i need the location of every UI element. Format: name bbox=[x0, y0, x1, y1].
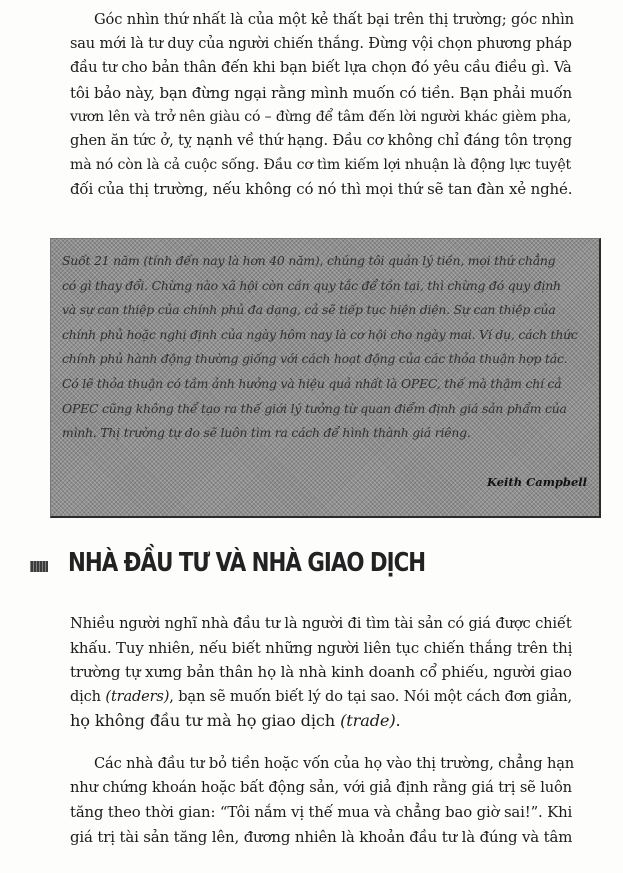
text-line: như chứng khoán hoặc bất động sản, với giả định rằng giá trị sẽ luôn bbox=[70, 779, 572, 797]
text-line: vươn lên và trở nên giàu có – đừng để tâm đến lời người khác gièm pha, bbox=[70, 108, 572, 125]
text-segment: . bbox=[395, 710, 401, 730]
quote-line: và sự can thiệp của chính phủ đa dạng, cả sẽ tiếp tục hiện diện. Sự can thiệp của bbox=[62, 302, 556, 318]
quote-line: OPEC cũng không thể tạo ra thế giới lý tưởng từ quan điểm định giá sản phẩm của bbox=[62, 400, 567, 416]
quote-line: mình. Thị trường tự do sẽ luôn tìm ra cách để hình thành giá riêng. bbox=[62, 425, 471, 441]
text-line: mà nó còn là cả cuộc sống. Đầu cơ tìm kiếm lợi nhuận là động lực tuyệt bbox=[70, 157, 572, 174]
quote-line: Có lẽ thỏa thuận có tầm ảnh hưởng và hiệu quả nhất là OPEC, thế mà thậm chí cả bbox=[62, 375, 562, 391]
text-segment: dịch bbox=[70, 687, 106, 705]
text-line: Nhiều người nghĩ nhà đầu tư là người đi tìm tài sản có giá được chiết bbox=[70, 615, 572, 632]
text-line: trường tự xưng bản thân họ là nhà kinh doanh cổ phiếu, người giao bbox=[70, 663, 572, 682]
text-line bbox=[70, 709, 578, 733]
text-line: tôi bảo này, bạn đừng ngại rằng mình muốn có tiền. Bạn phải muốn bbox=[70, 83, 573, 102]
text-line bbox=[70, 685, 578, 709]
quote-line: có gì thay đổi. Chừng nào xã hội còn cần quy tắc để tồn tại, thì chừng đó quy định bbox=[62, 277, 561, 293]
text-line: khấu. Tuy nhiên, nếu biết những người liên tục chiến thắng trên thị bbox=[70, 639, 573, 658]
quote-text bbox=[62, 249, 592, 446]
section-heading: NHÀ ĐẦU TƯ VÀ NHÀ GIAO DỊCH bbox=[68, 548, 426, 578]
text-line: giá trị tài sản tăng lên, đương nhiên là khoản đầu tư là đúng và tâm bbox=[70, 827, 573, 846]
emphasis-term: (trade) bbox=[340, 710, 396, 730]
text-line: đầu tư cho bản thân đến khi bạn biết lựa chọn đó yêu cầu điều gì. Và bbox=[70, 59, 572, 77]
paragraph-investors-cont bbox=[70, 752, 578, 849]
quote-line: Suốt 21 năm (tính đến nay là hơn 40 năm), chúng tôi quản lý tiền, mọi thứ chẳng bbox=[62, 253, 556, 268]
text-line: sau mới là tư duy của người chiến thắng. Đừng vội chọn phương pháp bbox=[70, 36, 572, 53]
paragraph-intro bbox=[70, 8, 578, 202]
quote-line: chính phủ hành động thường giống với cách hoạt động của các thỏa thuận hợp tác. bbox=[62, 351, 568, 367]
emphasis-term: (traders) bbox=[105, 687, 170, 705]
section-marker-icon bbox=[30, 561, 48, 572]
quote-line: chính phủ hoặc nghị định của ngày hôm nay là cơ hội cho ngày mai. Ví dụ, cách thức bbox=[62, 326, 578, 342]
text-line: ghen ăn tức ở, tỵ nạnh về thứ hạng. Đầu cơ không chỉ đáng tôn trọng bbox=[70, 132, 572, 150]
text-line: tăng theo thời gian: “Tôi nắm vị thế mua và chẳng bao giờ sai!”. Khi bbox=[70, 803, 573, 822]
quote-author: Keith Campbell bbox=[486, 475, 587, 489]
text-line: Góc nhìn thứ nhất là của một kẻ thất bại trên thị trường; góc nhìn bbox=[94, 11, 574, 28]
text-line: Các nhà đầu tư bỏ tiền hoặc vốn của họ vào thị trường, chẳng hạn bbox=[94, 755, 575, 772]
text-segment: , bạn sẽ muốn biết lý do tại sao. Nói một cách đơn giản, bbox=[169, 687, 573, 705]
quote-box bbox=[50, 238, 601, 518]
paragraph-investors bbox=[70, 612, 578, 733]
text-segment: họ không đầu tư mà họ giao dịch bbox=[70, 710, 341, 730]
text-line: đối của thị trường, nếu không có nó thì mọi thứ sẽ tan đàn xẻ nghé. bbox=[70, 180, 573, 199]
